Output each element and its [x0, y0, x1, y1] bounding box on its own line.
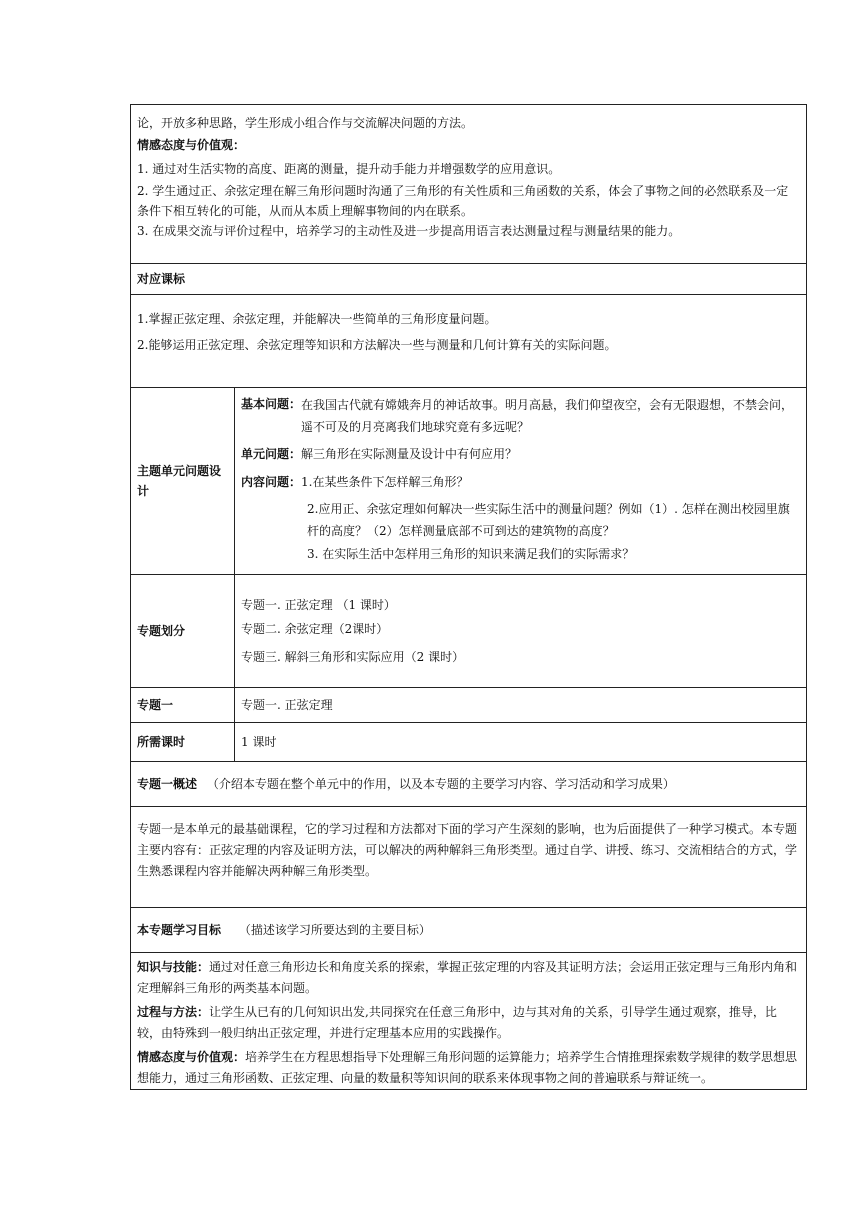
process-goal [137, 1002, 800, 1044]
lesson-plan-page [130, 104, 806, 1090]
overview-header [131, 762, 807, 807]
basic-question-text: 在我国古代就有嫦娥奔月的神话故事。明月高悬，我们仰望夜空，会有无限遐想，不禁会问，遥不可及的月亮离我们地球究竟有多远呢？ [301, 398, 794, 434]
affective-heading: 情感态度与价值观： [137, 138, 246, 152]
unit-question-label: 单元问题： [241, 447, 302, 461]
overview-content [131, 807, 807, 908]
goals-label: 本专题学习目标 [137, 923, 222, 937]
affective-item-2: 2. 学生通过正、余弦定理在解三角形问题时沟通了三角形的有关性质和三角函数的关系，体会了事物之间的必然联系及一定条件下相互转化的可能，从而从本质上理解事物间的内在联系。 [137, 184, 789, 218]
content-question-1: 1.在某些条件下怎样解三角形？ [301, 475, 469, 489]
topic-2: 专题二. 余弦定理（2课时） [241, 622, 389, 636]
overview-label-row [131, 762, 807, 807]
goals-content [131, 953, 807, 1090]
process-goal-label: 过程与方法： [137, 1005, 210, 1019]
topic1-row [131, 688, 807, 723]
lesson-plan-table [130, 104, 807, 1090]
topics-content [235, 575, 807, 688]
knowledge-goal [137, 957, 800, 999]
theme-design-label [131, 388, 235, 575]
emotion-goal-label: 情感态度与价值观： [137, 1050, 246, 1064]
theme-design-label-text: 主题单元问题设计 [137, 464, 222, 498]
unit-question-text: 解三角形在实际测量及设计中有何应用？ [301, 447, 518, 461]
goals-label-row [131, 908, 807, 953]
overview-text: 专题一是本单元的最基础课程，它的学习过程和方法都对下面的学习产生深刻的影响，也为后面提供了一种学习模式。本专题主要内容有：正弦定理的内容及证明方法，可以解决的两种解斜三角形类型。通过自学、讲授、练习、交流相结合的方式，学生熟悉课程内容并能解决两种解三角形类型。 [137, 822, 798, 878]
topics-label: 专题划分 [131, 575, 235, 688]
curriculum-content [131, 295, 807, 388]
basic-question [241, 394, 800, 438]
theme-design-row [131, 388, 807, 575]
emotion-goal [137, 1047, 800, 1089]
affective-item-1: 1. 通过对生活实物的高度、距离的测量，提升动手能力并增强数学的应用意识。 [137, 162, 561, 176]
content-question-3: 3. 在实际生活中怎样用三角形的知识来满足我们的实际需求？ [307, 547, 635, 561]
content-question-label: 内容问题： [241, 475, 302, 489]
goals-content-row [131, 953, 807, 1090]
topic-1: 专题一. 正弦定理 （1 课时） [241, 598, 396, 612]
goals-header [131, 908, 807, 953]
overview-content-row [131, 807, 807, 908]
hours-label: 所需课时 [131, 723, 235, 762]
affective-goals-row [131, 105, 807, 264]
curriculum-item-1: 1.掌握正弦定理、余弦定理，并能解决一些简单的三角形度量问题。 [137, 312, 497, 326]
curriculum-label: 对应课标 [131, 264, 807, 295]
curriculum-item-2: 2.能够运用正弦定理、余弦定理等知识和方法解决一些与测量和几何计算有关的实际问题。 [137, 338, 617, 352]
content-question-2: 2.应用正、余弦定理如何解决一些实际生活中的测量问题？例如（1）. 怎样在测出校园里旗杆的高度？（2）怎样测量底部不可到达的建筑物的高度？ [307, 502, 790, 538]
topics-row [131, 575, 807, 688]
hours-row [131, 723, 807, 762]
content-question [241, 472, 800, 492]
unit-question [241, 444, 800, 464]
topic-3: 专题三. 解斜三角形和实际应用（2 课时） [241, 650, 465, 664]
overview-label: 专题一概述 [137, 777, 198, 791]
topic1-value: 专题一. 正弦定理 [235, 688, 807, 723]
continued-text: 论，开放多种思路，学生形成小组合作与交流解决问题的方法。 [137, 116, 474, 130]
curriculum-content-row [131, 295, 807, 388]
emotion-goal-text: 培养学生在方程思想指导下处理解三角形问题的运算能力；培养学生合情推理探索数学规律的数学思想思想能力，通过三角形函数、正弦定理、向量的数量积等知识间的联系来体现事物之间的普遍联系与辩证统一。 [137, 1050, 798, 1085]
goals-hint: （描述该学习所要达到的主要目标） [238, 923, 431, 937]
knowledge-goal-text: 通过对任意三角形边长和角度关系的探索，掌握正弦定理的内容及其证明方法；会运用正弦定理与三角形内角和定理解斜三角形的两类基本问题。 [137, 960, 798, 995]
hours-value: 1 课时 [235, 723, 807, 762]
theme-design-content [235, 388, 807, 575]
overview-hint: （介绍本专题在整个单元中的作用，以及本专题的主要学习内容、学习活动和学习成果） [206, 777, 675, 791]
knowledge-goal-label: 知识与技能： [137, 960, 210, 974]
curriculum-label-row [131, 264, 807, 295]
basic-question-label: 基本问题： [241, 397, 302, 411]
affective-goals-cell [131, 105, 807, 264]
topic1-label: 专题一 [131, 688, 235, 723]
process-goal-text: 让学生从已有的几何知识出发,共同探究在任意三角形中，边与其对角的关系，引导学生通过观察，推导，比较，由特殊到一般归纳出正弦定理，并进行定理基本应用的实践操作。 [137, 1005, 777, 1040]
affective-item-3: 3. 在成果交流与评价过程中，培养学习的主动性及进一步提高用语言表达测量过程与测量结果的能力。 [137, 224, 681, 238]
